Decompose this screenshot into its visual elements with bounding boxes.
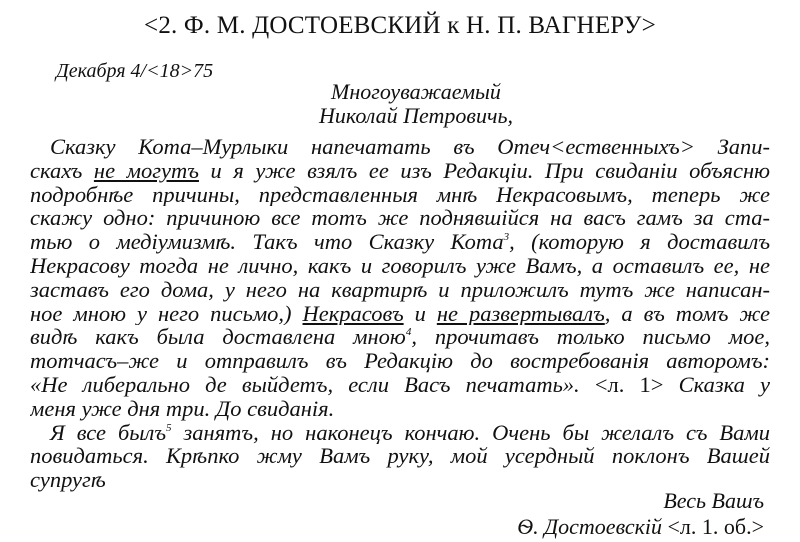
body-line-4 bbox=[30, 206, 770, 230]
footnote-ref: 3 bbox=[503, 231, 510, 244]
body-line-6 bbox=[30, 254, 770, 278]
body-line-11 bbox=[30, 373, 770, 397]
signature: Ѳ. Достоевскій bbox=[517, 514, 668, 539]
body-text: заставъ его дома, у него на квартирѣ и приложилъ тутъ же написан- bbox=[30, 277, 770, 302]
body-text: Я все былъ bbox=[50, 420, 167, 445]
body-text: «Не либерально де выйдетъ, если Васъ печатать». bbox=[30, 372, 595, 397]
body-text: занятъ, но наконецъ кончаю. Очень бы желалъ съ Вами bbox=[171, 420, 770, 445]
body-text: и я уже взялъ ее изъ Редакціи. При свиданіи объясню bbox=[198, 158, 770, 183]
body-line-2 bbox=[30, 159, 770, 183]
body-line-1 bbox=[30, 135, 770, 159]
body-text: , (которую я доставилъ bbox=[509, 230, 770, 254]
underlined-text: не развертывалъ bbox=[436, 301, 605, 326]
footnote-ref: 5 bbox=[166, 421, 172, 434]
body-line-3 bbox=[30, 183, 770, 207]
letter-date: Декабря 4/<18>75 bbox=[56, 60, 214, 82]
body-text: повидаться. Крѣпко жму Вамъ руку, мой усердный поклонъ Вашей bbox=[30, 444, 770, 469]
closing-line: Весь Вашъ bbox=[663, 488, 764, 513]
body-text: , прочитавъ только письмо мое, bbox=[411, 325, 770, 350]
body-text: супругѣ bbox=[30, 468, 106, 492]
body-text: Сказку Кота–Мурлыки напечатать въ Отеч<ественныхъ> Запи- bbox=[50, 135, 770, 159]
salutation bbox=[296, 80, 536, 128]
folio-note: <л. 1. об.> bbox=[667, 514, 764, 539]
body-text: скахъ bbox=[30, 158, 94, 183]
folio-note: <л. 1> bbox=[594, 372, 664, 397]
body-text: Сказка у bbox=[663, 372, 770, 397]
body-line-9 bbox=[30, 325, 770, 349]
body-line-10 bbox=[30, 349, 770, 373]
salutation-line-1: Многоуважаемый bbox=[331, 79, 501, 104]
body-text: меня уже дня три. До свиданія. bbox=[30, 396, 335, 421]
salutation-line-2: Николай Петровичь, bbox=[319, 103, 513, 128]
body-line-7 bbox=[30, 278, 770, 302]
underlined-text: не могутъ bbox=[93, 158, 199, 183]
body-text: , а въ томъ же bbox=[604, 301, 770, 326]
body-line-13 bbox=[30, 421, 770, 445]
body-text: скажу одно: причиною все тотъ же поднявшійся на васъ гамъ за ста- bbox=[30, 206, 770, 231]
letter-body bbox=[30, 135, 770, 492]
body-text: и bbox=[403, 301, 437, 326]
closing bbox=[517, 488, 764, 540]
body-line-14 bbox=[30, 444, 770, 468]
footnote-ref: 4 bbox=[405, 326, 412, 339]
body-text: видѣ какъ была доставлена мною bbox=[30, 325, 406, 350]
body-text: подробнѣе причины, представленныя мнѣ Некрасовымъ, теперь же bbox=[30, 182, 770, 207]
body-text: тью о медіумизмѣ. Такъ что Сказку Кота bbox=[30, 230, 504, 254]
body-text: Некрасову тогда не лично, какъ и говорилъ уже Вамъ, а оставилъ ее, не bbox=[30, 253, 770, 278]
body-line-12 bbox=[30, 397, 770, 421]
signature-line bbox=[517, 514, 764, 540]
body-line-8 bbox=[30, 302, 770, 326]
underlined-text: Некрасовъ bbox=[302, 301, 404, 326]
body-line-5 bbox=[30, 230, 770, 254]
body-text: ное мною у него письмо,) bbox=[30, 301, 303, 326]
body-text: тотчасъ–же и отправилъ въ Редакцію до востребованія авторомъ: bbox=[30, 349, 770, 373]
letter-title: <2. Ф. М. ДОСТОЕВСКИЙ к Н. П. ВАГНЕРУ> bbox=[144, 12, 656, 39]
